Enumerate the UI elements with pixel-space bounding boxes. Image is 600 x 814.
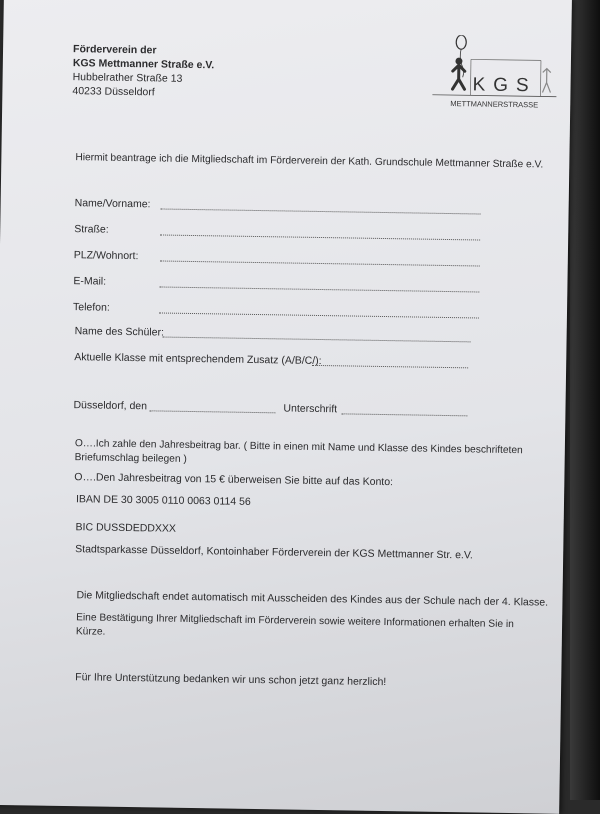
signature-date-line[interactable] (149, 410, 275, 413)
iban: IBAN DE 30 3005 0110 0063 0114 56 (75, 493, 251, 508)
bic: BIC DUSSDEDDXXX (75, 521, 177, 535)
payment-option-transfer: O….Den Jahresbeitrag von 15 € überweisen Sie bitte auf das Konto: (74, 471, 394, 489)
logo-text: KGS (472, 74, 537, 97)
note-confirmation: Eine Bestätigung Ihrer Mitgliedschaft im Förderverein sowie weitere Informationen erhalten Sie in Kürze. (75, 612, 514, 638)
school-logo (430, 35, 561, 117)
field-line-klasse[interactable] (312, 365, 468, 368)
payment-option-cash: O….Ich zahle den Jahresbeitrag bar. ( Bitte in einen mit Name und Klasse des Kindes beschrifteten Briefumschlag beilegen ) (74, 438, 523, 465)
field-line-plz[interactable] (160, 260, 480, 266)
signature-label: Unterschrift (283, 402, 338, 416)
org-name-line1: Förderverein der (72, 43, 157, 57)
field-label-email: E-Mail: (73, 275, 107, 288)
org-name-line2: KGS Mettmanner Straße e.V. (72, 57, 215, 72)
signature-place-label: Düsseldorf, den (73, 399, 148, 413)
logo-subtext: METTMANNERSTRASSE (450, 99, 539, 110)
field-line-schueler[interactable] (163, 337, 471, 343)
field-label-telefon: Telefon: (72, 301, 110, 314)
signature-line[interactable] (341, 413, 467, 416)
field-label-name: Name/Vorname: (74, 197, 151, 211)
field-line-strasse[interactable] (160, 234, 480, 240)
note-membership-end: Die Mitgliedschaft endet automatisch mit Ausscheiden des Kindes aus der Schule nach der 4. Klasse. (76, 589, 549, 609)
field-line-telefon[interactable] (159, 312, 479, 318)
note-thanks: Für Ihre Unterstützung bedanken wir uns schon jetzt ganz herzlich! (75, 671, 387, 689)
intro-text: Hiermit beantrage ich die Mitgliedschaft im Förderverein der Kath. Grundschule Mettmanner Straße e.V. (75, 152, 544, 171)
org-city: 40233 Düsseldorf (72, 85, 155, 99)
field-label-plz: PLZ/Wohnort: (73, 249, 139, 263)
background-edge (570, 0, 600, 800)
bank-info: Stadtsparkasse Düsseldorf, Kontoinhaber Förderverein der KGS Mettmanner Str. e.V. (75, 543, 473, 562)
field-label-strasse: Straße: (74, 223, 109, 236)
field-line-email[interactable] (159, 286, 479, 292)
field-label-schueler: Name des Schüler: (74, 325, 165, 339)
field-label-klasse: Aktuelle Klasse mit entsprechendem Zusatz (A/B/C/): (74, 351, 322, 368)
field-line-name[interactable] (161, 208, 481, 214)
org-street: Hubbelrather Straße 13 (72, 71, 183, 85)
